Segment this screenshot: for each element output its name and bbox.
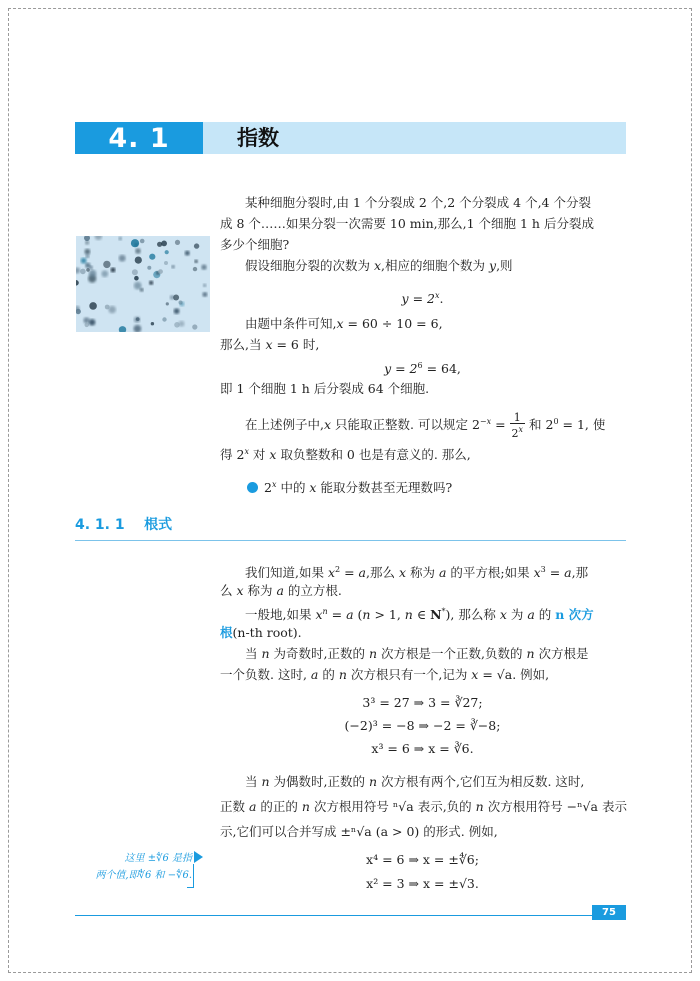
cell-dot [86,254,90,258]
cell-dot [193,267,197,271]
equation-y-2x: $y = 2^x$. [401,291,444,306]
cell-dot [131,239,139,247]
cell-dot [185,251,190,256]
cell-dot [170,295,175,300]
cell-dot [174,322,180,328]
body-line-7: 当 n 为偶数时,正数的 n 次方根有两个,它们互为相反数. 这时, [245,774,585,789]
page-number: 75 [592,905,626,920]
body-line-5: 当 n 为奇数时,正数的 n 次方根是一个正数,负数的 n 次方根是 [245,646,589,661]
cell-dot [119,237,123,241]
example-fourth-6: x⁴ = 6 ⇒ x = ±∜6; [366,852,479,867]
cell-dot [134,276,139,281]
example-square-3: x² = 3 ⇒ x = ±√3. [366,876,479,891]
chapter-title: 指数 [237,126,279,150]
cell-dot [81,258,87,264]
cell-dot [151,322,154,325]
cell-dot [101,270,108,277]
cell-dot [194,243,199,248]
term-nth-root: n 次方 [555,607,594,622]
intro-when: 那么,当 x = 6 时, [220,337,320,352]
example-cube-neg8: (−2)³ = −8 ⇒ −2 = ∛−8; [344,718,501,733]
intro-condition: 由题中条件可知,x = 60 ÷ 10 = 6, [245,316,443,331]
cell-dot [192,324,197,329]
side-note-arrow-icon [194,851,203,863]
cell-dot [86,268,90,272]
cell-dot [111,268,116,273]
cell-dot [89,270,96,277]
intro-definition-cont: 得 2$^x$ 对 x 取负整数和 0 也是有意义的. 那么, [220,447,471,462]
cell-dot [140,288,144,292]
cell-dot [162,317,166,321]
cell-dot [171,265,174,268]
body-line-6: 一个负数. 这时, a 的 n 次方根只有一个,记为 x = √a. 例如, [220,667,550,682]
cell-dot [132,269,138,275]
cell-dot [178,300,182,304]
body-line-3: 一般地,如果 $x^n = a$ (n > 1, n ∈ N*), 那么称 x 为 a 的 n 次方 [245,607,594,622]
cell-dot [161,241,167,247]
side-note [72,850,192,884]
cell-dot [103,261,110,268]
cell-dot [202,292,207,297]
intro-result: 即 1 个细胞 1 h 后分裂成 64 个细胞. [220,381,430,396]
body-line-4: 根(n-th root). [220,625,302,640]
cell-dot [134,282,142,290]
cell-dot [134,325,142,332]
cell-dot [149,281,153,285]
cell-dot [76,309,81,314]
body-line-9: 示,它们可以合并写成 ±ⁿ√a (a > 0) 的形式. 例如, [220,824,498,839]
cell-dots-illustration [76,236,210,332]
intro-line-2: 成 8 个……如果分裂一次需要 10 min,那么,1 个细胞 1 h 后分裂成 [220,216,594,231]
cell-dot [203,284,206,287]
cell-dot [84,236,90,241]
cell-dot [166,302,169,305]
section-divider [75,540,626,541]
cell-dot [174,308,180,314]
cell-dot [165,250,169,254]
cell-division-image [76,236,210,332]
cell-dot [140,239,145,244]
example-cube-6: x³ = 6 ⇒ x = ∛6. [371,741,474,756]
cell-dot [119,255,126,262]
cell-dot [157,242,162,247]
section-title: 4. 1. 1 根式 [75,517,173,533]
intro-assumption: 假设细胞分裂的次数为 x,相应的细胞个数为 y,则 [245,258,513,273]
cell-dot [149,254,155,260]
fraction-1-over-2x: $\frac{1}{2^x}$ [511,411,524,440]
cell-dot [164,261,168,265]
side-note-line-1: 这里 ±∜6 是指 [124,853,192,864]
cell-dot [136,317,140,321]
body-line-1: 我们知道,如果 $x^2 = a$,那么 x 称为 a 的平方根;如果 $x^3 = a$,那 [245,565,589,580]
cell-dot [175,240,180,245]
cell-dot [85,249,91,255]
example-cube-27: 3³ = 27 ⇒ 3 = ∛27; [362,695,483,710]
intro-line-1: 某种细胞分裂时,由 1 个分裂成 2 个,2 个分裂成 4 个,4 个分裂 [245,195,591,210]
cell-dot [194,260,197,263]
body-line-8: 正数 a 的正的 n 次方根用符号 ⁿ√a 表示,负的 n 次方根用符号 −ⁿ√a 表示 [220,799,627,814]
cell-dot [85,241,89,245]
intro-line-3: 多少个细胞? [220,237,290,252]
footer-rule [75,915,626,916]
side-note-bracket-foot [187,887,194,888]
equation-y-64: $y = 2^6 = 64$, [384,361,461,376]
chapter-number: 4. 1 [75,122,203,154]
cell-dot [89,319,96,326]
body-line-2: 么 x 称为 a 的立方根. [220,583,342,598]
cell-dot [158,269,163,274]
cell-dot [83,317,89,323]
cell-dot [119,326,126,332]
intro-definition: 在上述例子中,x 只能取正整数. 可以规定 $2^{-x}$ = $\frac{1}{2^x}$ 和 $2^0 = 1$, 使 [245,411,606,440]
cell-dot [201,265,206,270]
cell-dot [89,266,93,270]
cell-dot [76,280,79,286]
question-bullet: 2$^x$ 中的 x 能取分数甚至无理数吗? [247,475,452,498]
cell-dot [95,236,103,240]
cell-dot [80,269,86,275]
side-note-bracket [193,864,194,888]
cell-dot [135,248,141,254]
cell-dot [135,257,142,264]
bullet-dot-icon [247,482,258,493]
cell-dot [147,266,151,270]
side-note-line-2: 两个值,即∜6 和 −∜6. [95,870,192,881]
cell-dot [105,305,110,310]
cell-dot [85,323,89,327]
cell-dot [76,267,80,273]
cell-dot [89,302,97,310]
